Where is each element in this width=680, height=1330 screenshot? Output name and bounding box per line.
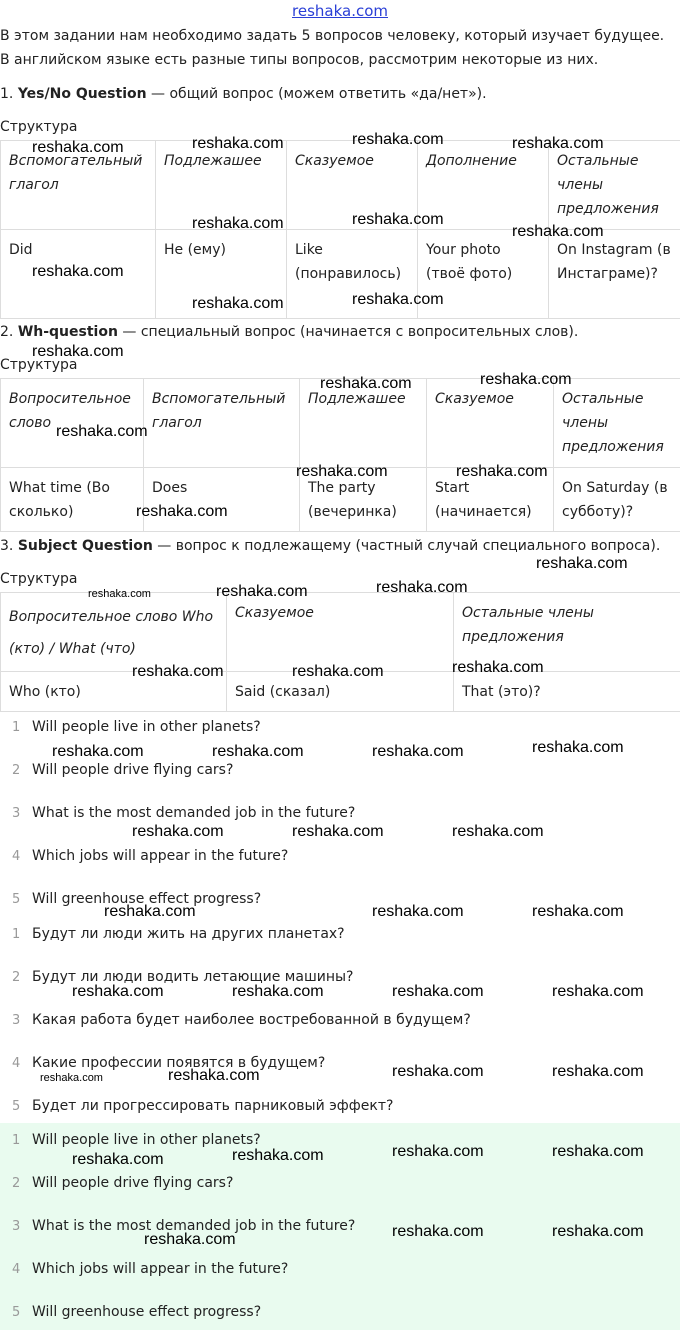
table-header-row [1, 593, 680, 672]
watermark-text: reshaka.com [512, 135, 604, 152]
table-cell: Your photo (твоё фото) [418, 230, 549, 319]
watermark-text: reshaka.com [192, 135, 284, 152]
watermark-text: reshaka.com [352, 211, 444, 228]
table-header-cell: Подлежашее [156, 141, 287, 230]
watermark-text: reshaka.com [372, 903, 464, 920]
list-item-number: 1 [12, 1133, 21, 1148]
watermark-text: reshaka.com [192, 215, 284, 232]
list-item-number: 5 [12, 1099, 21, 1114]
table-header-cell: Подлежашее [300, 379, 427, 468]
list-item-number: 2 [12, 970, 21, 985]
table-header-cell: Вспомогательный глагол [1, 141, 156, 230]
section-3-structure-label: Структура [0, 571, 78, 587]
list-item-text: Will people live in other planets? [32, 1132, 261, 1148]
list-item-text: Какие профессии появятся в будущем? [32, 1055, 326, 1071]
watermark-text: reshaka.com [88, 588, 151, 600]
watermark-text: reshaka.com [292, 823, 384, 840]
table-header-cell: Вопросительное слово Who (кто) / What (что) [1, 593, 227, 672]
list-item-text: Какая работа будет наиболее востребованной в будущем? [32, 1012, 471, 1028]
table-cell: Like (понравилось) [287, 230, 418, 319]
watermark-text: reshaka.com [512, 223, 604, 240]
list-item [0, 1098, 680, 1118]
watermark-text: reshaka.com [132, 823, 224, 840]
list-item-text: Which jobs will appear in the future? [32, 848, 289, 864]
list-item-text: What is the most demanded job in the future? [32, 805, 356, 821]
watermark-text: reshaka.com [452, 823, 544, 840]
watermark-text: reshaka.com [532, 739, 624, 756]
watermark-text: reshaka.com [352, 131, 444, 148]
watermark-text: reshaka.com [72, 983, 164, 1000]
table-header-cell: Остальные члены предложения [549, 141, 680, 230]
intro-line-2: В английском языке есть разные типы вопросов, рассмотрим некоторые из них. [0, 52, 599, 68]
list-item-number: 5 [12, 1305, 21, 1320]
watermark-text: reshaka.com [32, 139, 124, 156]
watermark-text: reshaka.com [456, 463, 548, 480]
watermark-text: reshaka.com [452, 659, 544, 676]
list-item-number: 4 [12, 849, 21, 864]
watermark-text: reshaka.com [216, 583, 308, 600]
section-3-desc: — вопрос к подлежащему (частный случай специального вопроса). [152, 538, 661, 554]
watermark-text: reshaka.com [552, 1223, 644, 1240]
section-1-number: 1. [0, 86, 14, 102]
watermark-text: reshaka.com [32, 343, 124, 360]
watermark-text: reshaka.com [376, 579, 468, 596]
section-2-term: Wh-question [17, 324, 118, 340]
watermark-text: reshaka.com [372, 743, 464, 760]
section-3-heading [0, 538, 660, 554]
list-item-text: Будут ли люди водить летающие машины? [32, 969, 354, 985]
site-title-link[interactable]: reshaka.com [292, 2, 388, 20]
watermark-text: reshaka.com [552, 983, 644, 1000]
table-cell: The party (вечеринка) [300, 468, 427, 532]
list-item-number: 2 [12, 763, 21, 778]
list-item [0, 719, 680, 739]
table-cell: Does [144, 468, 300, 532]
watermark-text: reshaka.com [320, 375, 412, 392]
table-header-cell: Остальные члены предложения [454, 593, 680, 672]
table-cell: Start (начинается) [427, 468, 554, 532]
table-cell: On Saturday (в субботу)? [554, 468, 680, 532]
watermark-text: reshaka.com [40, 1072, 103, 1084]
watermark-text: reshaka.com [192, 295, 284, 312]
watermark-text: reshaka.com [104, 903, 196, 920]
answer-list-item [0, 1261, 680, 1281]
list-item-number: 1 [12, 720, 21, 735]
watermark-text: reshaka.com [144, 1231, 236, 1248]
section-1-heading [0, 86, 487, 102]
section-2-number: 2. [0, 324, 14, 340]
section-2-structure-label: Структура [0, 357, 78, 373]
watermark-text: reshaka.com [232, 1147, 324, 1164]
watermark-text: reshaka.com [56, 423, 148, 440]
watermark-text: reshaka.com [392, 1143, 484, 1160]
table-header-cell: Сказуемое [427, 379, 554, 468]
table-cell: Said (сказал) [227, 672, 454, 712]
answer-list-item [0, 1304, 680, 1324]
watermark-text: reshaka.com [212, 743, 304, 760]
list-item-text: Will people drive flying cars? [32, 762, 234, 778]
list-item-text: Will people drive flying cars? [32, 1175, 234, 1191]
list-item-text: Which jobs will appear in the future? [32, 1261, 289, 1277]
table-header-cell: Вопросительное слово [1, 379, 144, 468]
list-item-number: 3 [12, 806, 21, 821]
list-item-text: What is the most demanded job in the future? [32, 1218, 356, 1234]
list-item-number: 3 [12, 1219, 21, 1234]
list-item [0, 805, 680, 825]
list-item-number: 2 [12, 1176, 21, 1191]
list-item [0, 762, 680, 782]
list-item-text: Будут ли люди жить на других планетах? [32, 926, 345, 942]
table-cell: Did [1, 230, 156, 319]
table-cell: On Instagram (в Инстаграме)? [549, 230, 680, 319]
watermark-text: reshaka.com [72, 1151, 164, 1168]
list-item [0, 1012, 680, 1032]
answer-list-item [0, 1175, 680, 1195]
watermark-text: reshaka.com [232, 983, 324, 1000]
section-2-heading [0, 324, 578, 340]
watermark-text: reshaka.com [52, 743, 144, 760]
list-item-number: 5 [12, 892, 21, 907]
table-header-cell: Остальные члены предложения [554, 379, 680, 468]
table-header-cell: Сказуемое [227, 593, 454, 672]
watermark-text: reshaka.com [532, 903, 624, 920]
list-item-number: 4 [12, 1056, 21, 1071]
watermark-text: reshaka.com [392, 1223, 484, 1240]
section-2-table [0, 378, 680, 532]
watermark-text: reshaka.com [168, 1067, 260, 1084]
table-cell: What time (Во сколько) [1, 468, 144, 532]
watermark-text: reshaka.com [292, 663, 384, 680]
intro-line-1: В этом задании нам необходимо задать 5 вопросов человеку, который изучает будущее. [0, 28, 665, 44]
watermark-text: reshaka.com [352, 291, 444, 308]
watermark-text: reshaka.com [32, 263, 124, 280]
list-item-text: Will people live in other planets? [32, 719, 261, 735]
table-header-cell: Дополнение [418, 141, 549, 230]
watermark-text: reshaka.com [552, 1063, 644, 1080]
table-header-cell: Вспомогательный глагол [144, 379, 300, 468]
list-item [0, 926, 680, 946]
list-item [0, 848, 680, 868]
watermark-text: reshaka.com [392, 1063, 484, 1080]
watermark-text: reshaka.com [480, 371, 572, 388]
section-3-number: 3. [0, 538, 14, 554]
list-item-text: Будет ли прогрессировать парниковый эффект? [32, 1098, 394, 1114]
section-2-desc: — специальный вопрос (начинается с вопросительных слов). [117, 324, 579, 340]
section-3-table [0, 592, 680, 712]
list-item-number: 3 [12, 1013, 21, 1028]
watermark-text: reshaka.com [136, 503, 228, 520]
watermark-text: reshaka.com [552, 1143, 644, 1160]
table-cell: He (ему) [156, 230, 287, 319]
watermark-text: reshaka.com [392, 983, 484, 1000]
watermark-text: reshaka.com [536, 555, 628, 572]
list-item-text: Will greenhouse effect progress? [32, 1304, 262, 1320]
list-item-number: 4 [12, 1262, 21, 1277]
section-1-structure-label: Структура [0, 119, 78, 135]
section-1-desc: — общий вопрос (можем ответить «да/нет»). [146, 86, 487, 102]
section-1-term: Yes/No Question [17, 86, 147, 102]
list-item-text: Will greenhouse effect progress? [32, 891, 262, 907]
list-item-number: 1 [12, 927, 21, 942]
watermark-text: reshaka.com [132, 663, 224, 680]
table-header-cell: Сказуемое [287, 141, 418, 230]
section-3-term: Subject Question [17, 538, 153, 554]
watermark-text: reshaka.com [296, 463, 388, 480]
table-cell: Who (кто) [1, 672, 227, 712]
table-cell: That (это)? [454, 672, 680, 712]
